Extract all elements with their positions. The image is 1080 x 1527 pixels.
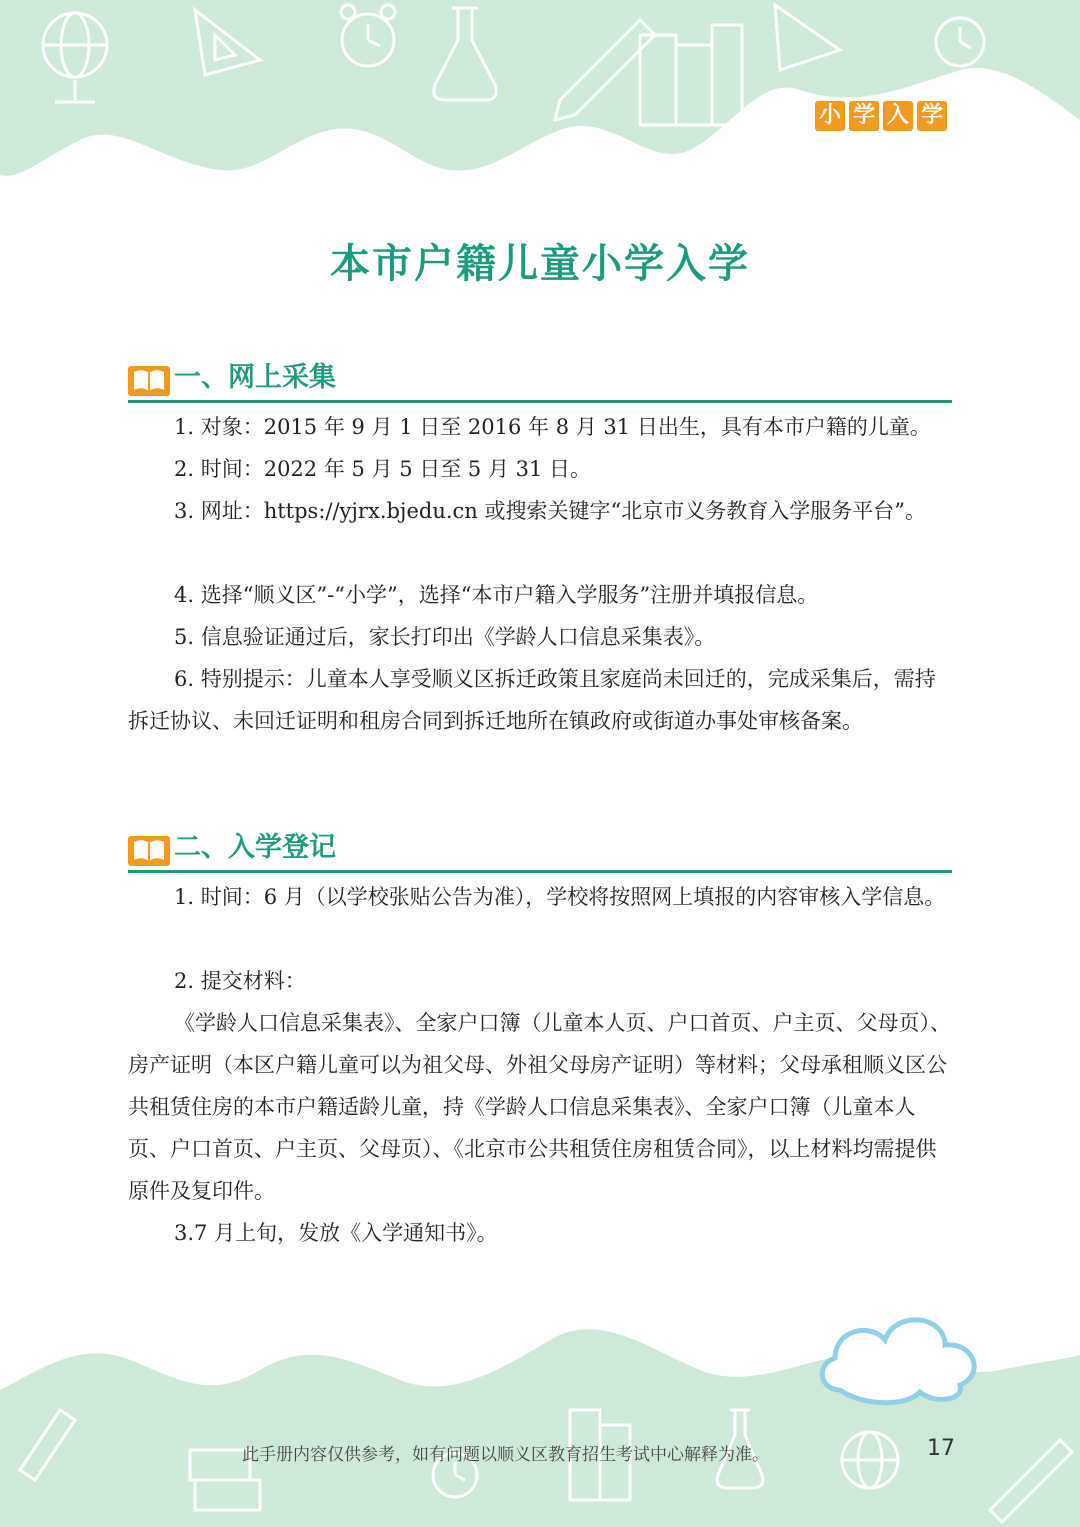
page-title: 本市户籍儿童小学入学 xyxy=(330,241,750,287)
section-heading xyxy=(128,830,952,873)
paragraph: 5. 信息验证通过后，家长打印出《学龄人口信息采集表》。 xyxy=(174,625,716,649)
paragraph: 2. 提交材料： xyxy=(174,969,306,993)
section-heading-text: 二、入学登记 xyxy=(174,832,336,863)
footer-note: 此手册内容仅供参考，如有问题以顺义区教育招生考试中心解释为准。 xyxy=(242,1445,769,1465)
paragraph: 2. 时间：2022 年 5 月 5 日至 5 月 31 日。 xyxy=(174,457,592,481)
paragraph: 3. 网址：https://yjrx.bjedu.cn 或搜索关键字“北京市义务教育入学服务平台”。 xyxy=(174,499,926,523)
page-number: 17 xyxy=(927,1436,955,1461)
open-book-icon xyxy=(128,832,170,866)
tag-char: 学 xyxy=(849,101,879,131)
open-book-icon xyxy=(128,362,170,396)
paragraph: 1. 时间：6 月（以学校张贴公告为准），学校将按照网上填报的内容审核入学信息。 xyxy=(174,885,946,909)
paragraph: 6. 特别提示：儿童本人享受顺义区拆迁政策且家庭尚未回迁的，完成采集后，需持拆迁协议、未回迁证明和租房合同到拆迁地所在镇政府或街道办事处审核备案。 xyxy=(128,667,936,733)
tag-char: 小 xyxy=(815,101,845,131)
footer-decoration xyxy=(0,1300,1080,1527)
section-heading xyxy=(128,360,952,403)
category-tag xyxy=(815,101,947,131)
paragraph: 1. 对象：2015 年 9 月 1 日至 2016 年 8 月 31 日出生，具有本市户籍的儿童。 xyxy=(174,415,931,439)
tag-char: 学 xyxy=(917,101,947,131)
section-heading-text: 一、网上采集 xyxy=(174,362,336,393)
paragraph: 4. 选择“顺义区”-“小学”，选择“本市户籍入学服务”注册并填报信息。 xyxy=(174,583,819,607)
cloud-icon xyxy=(822,1320,974,1403)
paragraph: 3.7 月上旬，发放《入学通知书》。 xyxy=(174,1221,498,1245)
tag-char: 入 xyxy=(883,101,913,131)
paragraph: 《学龄人口信息采集表》、全家户口簿（儿童本人页、户口首页、户主页、父母页）、房产证明（本区户籍儿童可以为祖父母、外祖父母房产证明）等材料；父母承租顺义区公共租赁住房的本市户籍适龄儿童，持《学龄人口信息采集表》、全家户口簿（儿童本人页、户口首页、户主页、父母页）、《北京市公共租赁住房租赁合同》，以上材料均需提供原件及复印件。 xyxy=(128,1011,951,1203)
header-decoration xyxy=(0,0,1080,200)
